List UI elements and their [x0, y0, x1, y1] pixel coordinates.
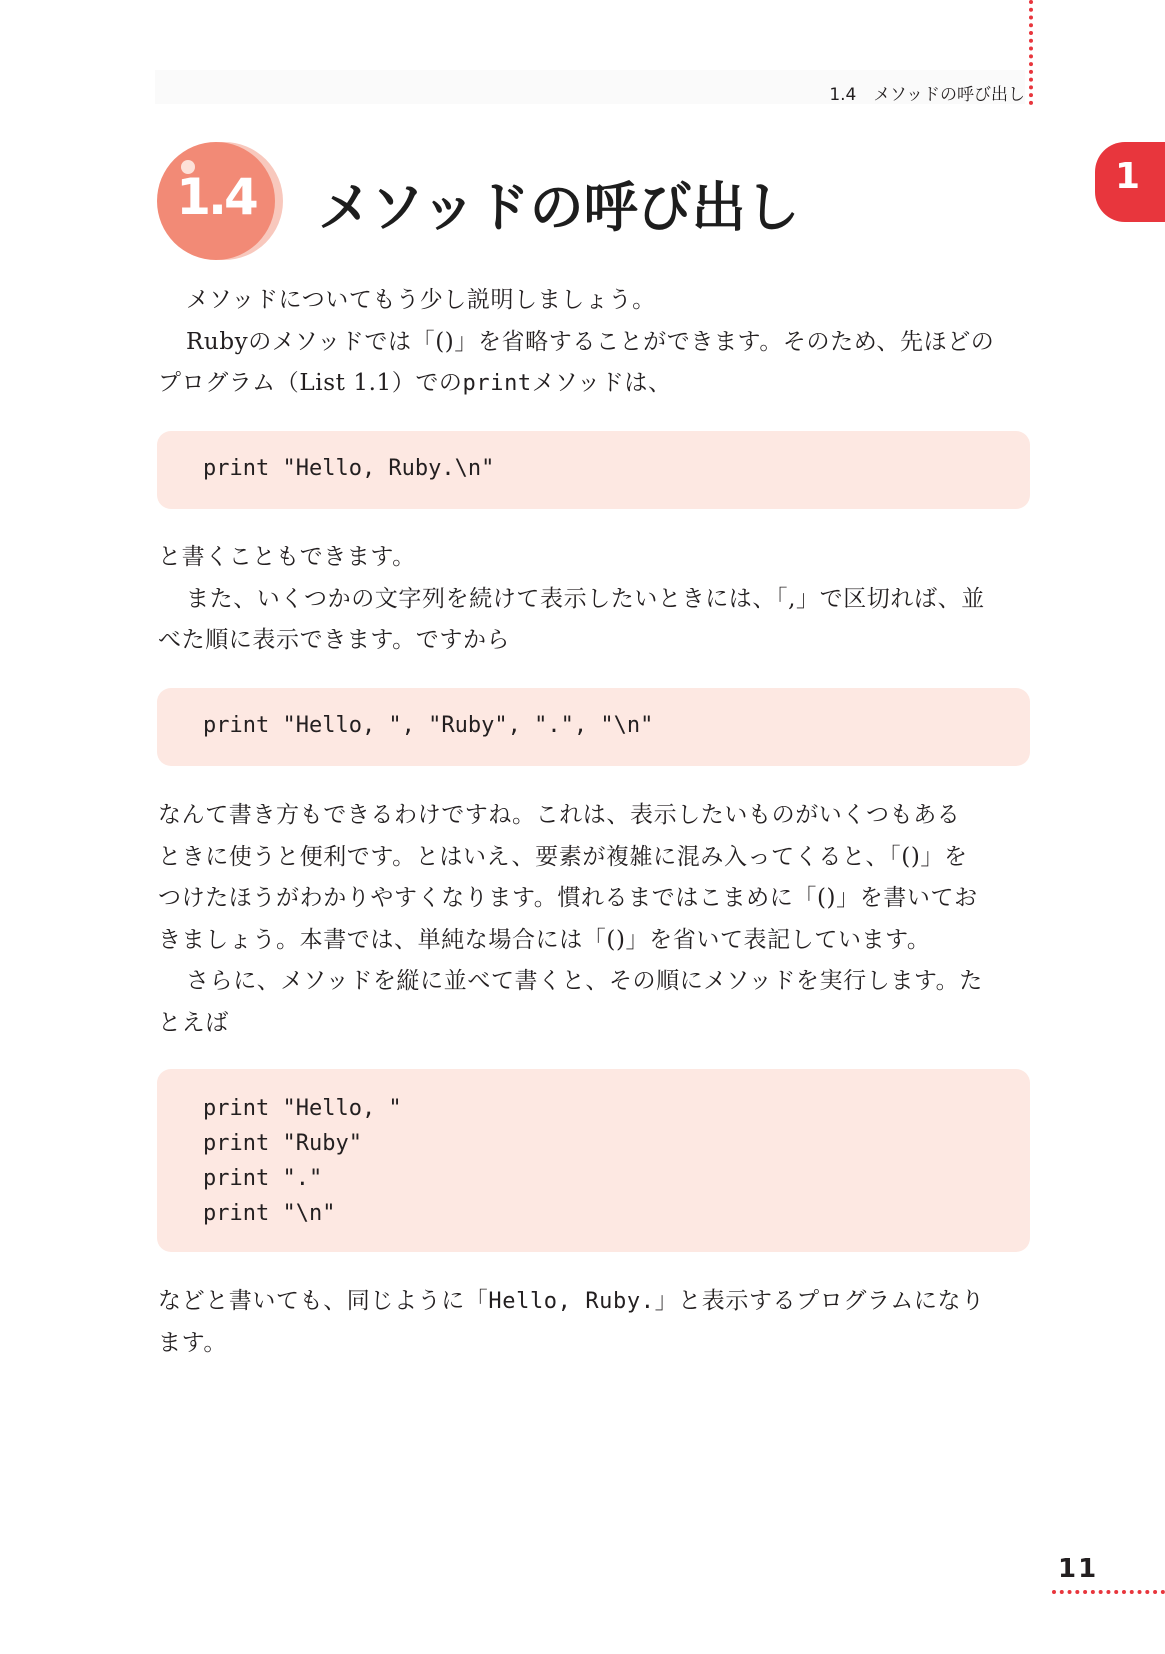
paragraph-line: ます。: [158, 1329, 227, 1356]
code-block: [157, 1069, 1030, 1252]
paragraph-line: つけたほうがわかりやすくなります。慣れるまではこまめに「()」を書いてお: [158, 885, 978, 911]
paragraph-line: とえば: [158, 1009, 229, 1036]
paragraph-line: [158, 363, 1028, 405]
paragraph-line: さらに、メソッドを縦に並べて書くと、その順にメソッドを実行します。た: [186, 968, 983, 994]
code-block: [157, 431, 1030, 509]
paragraph-line: べた順に表示できます。ですから: [158, 627, 511, 653]
paragraph-intro: [158, 280, 1028, 405]
paragraph-line: また、いくつかの文字列を続けて表示したいときには、「,」で区切れば、並: [186, 585, 985, 612]
paragraph-line: なんて書き方もできるわけですね。これは、表示したいものがいくつもある: [158, 802, 961, 828]
paragraph-text: プログラム（List 1.1）での: [158, 370, 463, 396]
paragraph-line: Rubyのメソッドでは「()」を省略することができます。そのため、先ほどの: [186, 328, 995, 355]
paragraph-text: などと書いても、同じように「: [158, 1288, 489, 1314]
section-title: メソッドの呼び出し: [318, 176, 800, 239]
inline-code: print: [462, 371, 532, 396]
top-dotted-rule: [1029, 0, 1033, 105]
inline-code: Hello, Ruby.: [488, 1289, 655, 1314]
section-number-badge: [157, 142, 285, 260]
chapter-tab: [1095, 142, 1165, 222]
code-block: [157, 688, 1030, 766]
chapter-tab-number: 1: [1115, 156, 1141, 197]
paragraph-line: メソッドについてもう少し説明しましょう。: [186, 287, 656, 313]
paragraph-line: と書くこともできます。: [158, 544, 416, 570]
code-text: print "Hello, " print "Ruby" print "." print "\n": [203, 1096, 402, 1226]
paragraph-text: 」と表示するプログラムになり: [654, 1288, 985, 1314]
paragraph-line: ときに使うと便利です。とはいえ、要素が複雑に混み入ってくると、「()」を: [158, 843, 968, 870]
paragraph-conclusion: [158, 1281, 1028, 1364]
paragraph-line: [158, 1281, 1028, 1323]
running-header: 1.4 メソッドの呼び出し: [829, 85, 1025, 105]
paragraph-comma: [158, 537, 1028, 662]
paragraph-usage: [158, 795, 1028, 1044]
bottom-dotted-rule: [1052, 1590, 1165, 1594]
page-number: 11: [1058, 1554, 1099, 1584]
paragraph-line: きましょう。本書では、単純な場合には「()」を省いて表記しています。: [158, 926, 931, 953]
code-text: print "Hello, Ruby.\n": [203, 456, 495, 481]
paragraph-text: メソッドは、: [531, 370, 672, 396]
code-text: print "Hello, ", "Ruby", ".", "\n": [203, 713, 654, 738]
section-number: 1.4: [176, 168, 256, 226]
